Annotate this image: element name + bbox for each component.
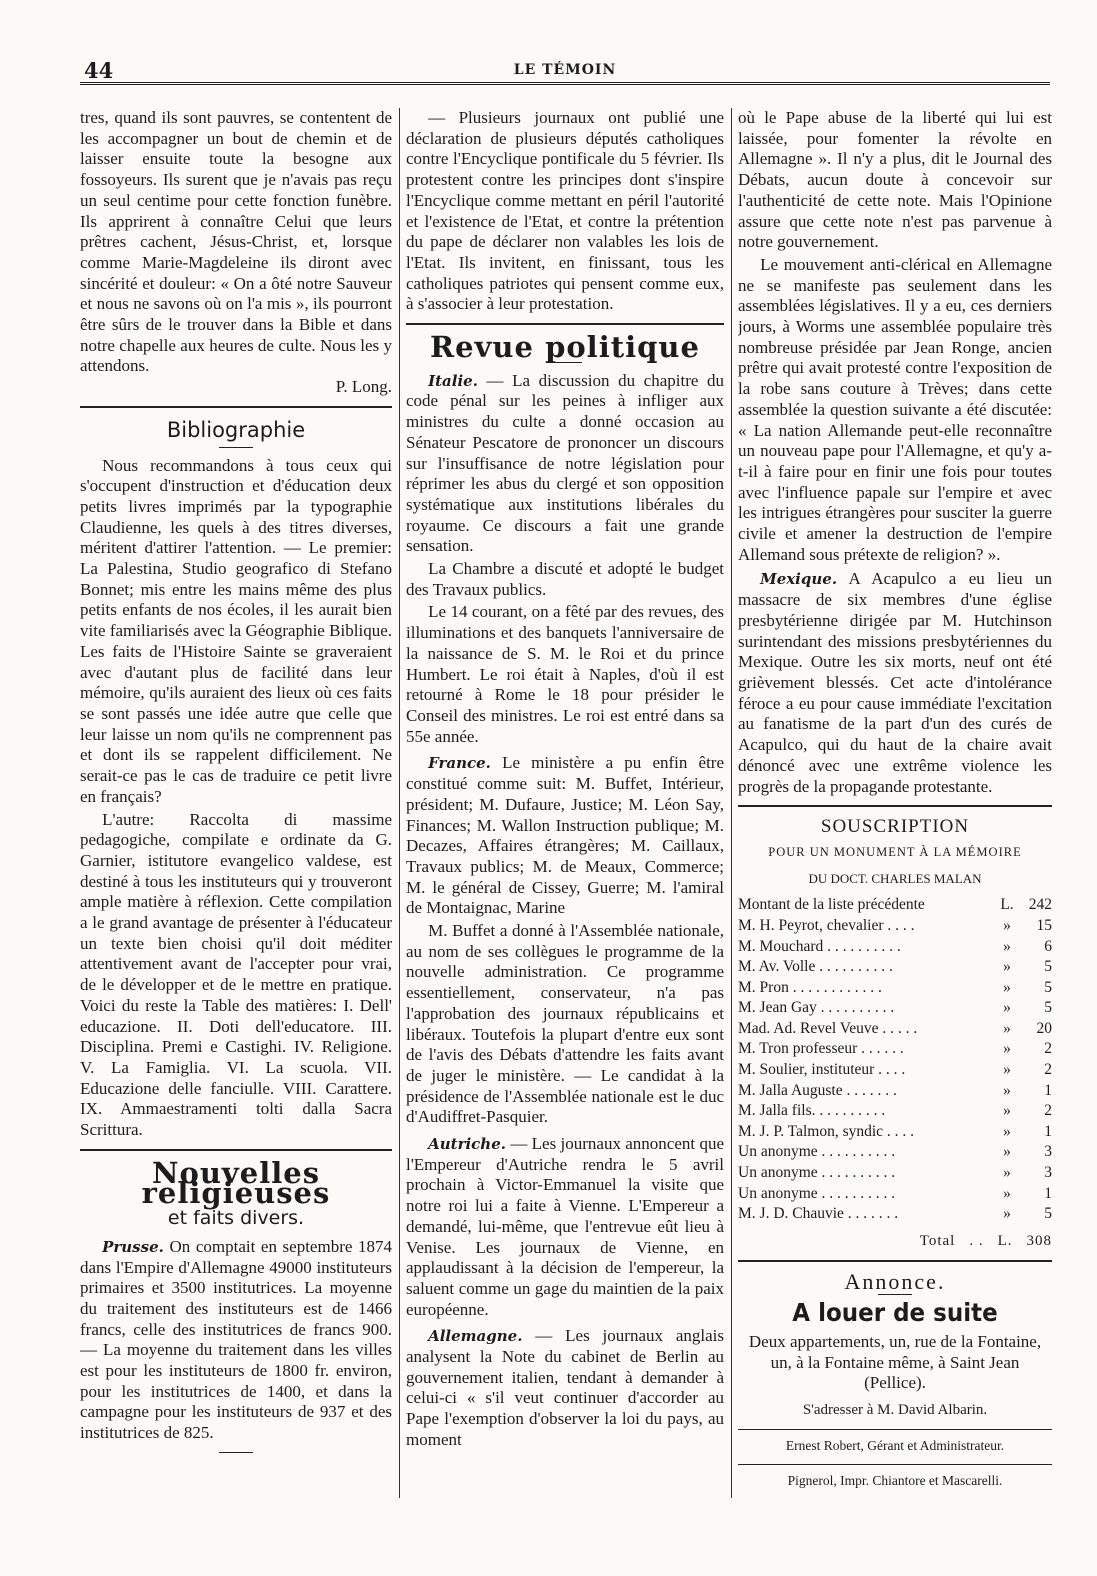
amount: 1 (1044, 1122, 1052, 1140)
currency-mark: » (1003, 1143, 1011, 1161)
amount: 1 (1044, 1081, 1052, 1099)
column-1 (80, 108, 392, 1508)
article-continuation: où le Pape abuse de la liberté qui lui est laissée, pour fomenter la révolte en Allemagne ». Il n'y a plus, dit le Journal des Débats, aucun doute à concevoir sur l'authenticité de cette note. Mais l'Opinione assure que cette note n'est pas parvenue à notre gouvernement. (738, 108, 1052, 252)
currency-mark: » (1003, 978, 1011, 996)
currency-mark: » (1003, 1122, 1011, 1140)
france-paragraph: M. Buffet a donné à l'Assemblée nationale, au nom de ses collègues le programme de la nouvelle administration. Ce programme essentiellement, conservateur, n'a pas l'approbation des journaux républicains et libéraux. Toutefois la plupart d'entre eux sont de l'avis des Débats d'attendre les faits avant de juger le ministère. — Le candidat à la présidence de l'Assemblée nationale est le duc d'Audiffret-Pasquier. (406, 921, 724, 1127)
autriche-lead: Autriche. (428, 1135, 506, 1154)
amount: 2 (1044, 1102, 1052, 1120)
subscription-row (738, 1184, 1052, 1205)
allemagne-lead: Allemagne. (428, 1327, 523, 1346)
currency-mark: » (1003, 1081, 1011, 1099)
amount: 15 (1036, 916, 1052, 934)
italie-lead: Italie. (428, 371, 478, 390)
total-amount: 308 (1026, 1232, 1052, 1249)
subscription-row (738, 1142, 1052, 1163)
currency-mark: L. (1000, 896, 1014, 914)
bibliographie-paragraph: Nous recommandons à tous ceux qui s'occupent d'instruction et d'éducation deux petits livres imprimés par la typographie Claudienne, les quels à des titres diverses, méritent d'attirer l'attention. — Le premier: La Palestina, Studio geografico di Stefano Bonnet; mis entre les mains même des plus petits enfants de nos écoles, il les aurait bien vite familiarisés avec la Géographie Biblique. Les faits de l'Histoire Sainte se graveraient avec d'autant plus de facilité dans leur mémoire, qu'ils auraient des lieux où ces faits se sont passés une idée autre que celle que leur laisse un nom qu'ils ne comprennent pas et dont ils se rappelent difficilement. Ne serait-ce pas le cas de traduire ce petit livre en français? (80, 455, 392, 806)
subscription-row (738, 916, 1052, 937)
bibliographie-heading: Bibliographie (166, 417, 306, 442)
currency-mark: » (1003, 916, 1011, 934)
subscription-row (738, 895, 1052, 916)
amount: 6 (1044, 937, 1052, 955)
section-divider (80, 1149, 392, 1151)
amount: 5 (1044, 978, 1052, 996)
amount: 5 (1044, 958, 1052, 976)
amount: 1 (1044, 1184, 1052, 1202)
subscription-row (738, 1019, 1052, 1040)
subscription-row (738, 1039, 1052, 1060)
total-dots: . . (969, 1232, 984, 1249)
masthead: LE TÉMOIN (513, 62, 617, 78)
souscription-subheading: POUR UN MONUMENT À LA MÉMOIRE (768, 844, 1022, 859)
footer-imprimeur: Pignerol, Impr. Chiantore et Mascarelli. (787, 1473, 1003, 1489)
subscriber-name: M. Tron professeur . . . . . . (738, 1040, 904, 1058)
nouvelles-subheading: et faits divers. (167, 1207, 305, 1230)
subscription-row (738, 1122, 1052, 1143)
declaration-paragraph: — Plusieurs journaux ont publié une déclaration de plusieurs députés catholiques contre l'Encyclique pontificale du 5 février. Ils protestent contre les principes dont s'inspire l'Encyclique comme mettant en péril l'autorité et l'existence de l'Etat, et contre la prétention du pape de déclarer non valables les lois de l'Etat. Ils invitent, en finissant, tous les catholiques patriotes qui pensent comme eux, à s'associer à leur protestation. (406, 108, 724, 314)
currency-mark: » (1003, 1040, 1011, 1058)
column-divider (399, 108, 400, 1498)
annonce-text: Deux appartements, un, rue de la Fontaine, un, à la Fontaine même, à Saint Jean (Pellice). (748, 1331, 1042, 1393)
currency-mark: » (1003, 1019, 1011, 1037)
subscription-row (738, 957, 1052, 978)
annonce-heading: Annonce. (844, 1268, 946, 1294)
subscriber-name: Un anonyme . . . . . . . . . . (738, 1143, 896, 1161)
column-3 (738, 108, 1052, 1508)
subscriber-name: M. J. D. Chauvie . . . . . . . (738, 1205, 899, 1223)
mexique-text: A Acapulco a eu lieu un massacre de six membres d'une église presbytérienne dirigée par M. Hutchinson surintendant des missions presbytériennes du Mexique. Outre les six morts, neuf ont été grièvement blessés. Cet acte d'intolérance féroce a eu pour cause immédiate l'excitation au fanatisme de la part d'un des curés de Acapulco, qui du haut de la chaire avait dénoncé avec une extrême violence les progrès de la propagande protestante. (738, 569, 1052, 796)
subscriber-name: M. Pron . . . . . . . . . . . . (738, 978, 882, 996)
subscription-row (738, 978, 1052, 999)
currency-mark: » (1003, 1205, 1011, 1223)
subscriber-name: Montant de la liste précédente (738, 896, 925, 914)
subscription-row (738, 1101, 1052, 1122)
a-louer-heading: A louer de suite (792, 1298, 998, 1328)
amount: 3 (1044, 1143, 1052, 1161)
page-header (80, 58, 1050, 85)
currency-mark: » (1003, 1102, 1011, 1120)
amount: 5 (1044, 1205, 1052, 1223)
prusse-lead: Prusse. (102, 1237, 164, 1256)
subscription-list (738, 895, 1052, 1225)
revue-politique-heading: Revue politique (430, 330, 700, 365)
title-dash (878, 1294, 912, 1295)
mexique-lead: Mexique. (760, 570, 838, 589)
signature: P. Long. (335, 377, 392, 397)
bibliographie-paragraph: L'autre: Raccolta di massime pedagogiche, compilate e ordinate da G. Garnier, istitutore evangelico valdese, est destiné à tous les instituteurs qui y trouveront ample matière à réflexion. Cette compilation a le grand avantage de présenter à l'éducateur un texte bien choisi qu'il doit méditer attentivement avant de l'accepter pour vrai, de le développer et de le mettre en pratique. Voici du reste la Table des matières: I. Dell' educazione. II. Doti dell'educatore. III. Disciplina. Premi e Castighi. IV. Religione. V. La Famiglia. VI. La scuola. VII. Educazione delle fanciulle. VIII. Carattere. IX. Ammaestramenti tolti dalla Sacra Scrittura. (80, 809, 392, 1140)
section-divider (738, 1260, 1052, 1262)
amount: 242 (1028, 896, 1052, 914)
subscriber-name: M. Av. Volle . . . . . . . . . . (738, 958, 893, 976)
subscriber-name: Un anonyme . . . . . . . . . . (738, 1164, 896, 1182)
souscription-subheading: DU DOCT. CHARLES MALAN (808, 870, 982, 886)
footer-divider (738, 1429, 1052, 1430)
currency-mark: » (1003, 1184, 1011, 1202)
subscription-row (738, 1204, 1052, 1225)
italie-paragraph: La Chambre a discuté et adopté le budget des Travaux publics. (406, 559, 724, 599)
subscription-row (738, 1060, 1052, 1081)
total-row (738, 1231, 1052, 1252)
allemagne-text: — Les journaux anglais analysent la Note du cabinet de Berlin au gouvernement italien, tendant à demander à celui-ci « s'il veut continuer d'accorder au Pape l'exemption d'observer la loi du pays, au moment (406, 1326, 724, 1449)
currency-mark: » (1003, 958, 1011, 976)
column-divider (731, 108, 732, 1498)
subscriber-name: Mad. Ad. Revel Veuve . . . . . (738, 1019, 918, 1037)
subscriber-name: M. J. P. Talmon, syndic . . . . (738, 1122, 915, 1140)
italie-text: — La discussion du chapitre du code pénal sur les peines à infliger aux ministres du culte a donné occasion au Sénateur Pescatore de prononcer un discours sur l'insuffisance de notre législation pour réprimer les abus du clergé et son opposition systématique aux institutions libérales du royaume. Ce discours a fait une grande sensation. (406, 370, 724, 556)
subscription-row (738, 937, 1052, 958)
title-dash (219, 447, 253, 448)
currency-mark: » (1003, 1061, 1011, 1079)
subscriber-name: M. Jalla fils. . . . . . . . . . (738, 1102, 886, 1120)
currency-mark: » (1003, 999, 1011, 1017)
subscription-row (738, 1081, 1052, 1102)
subscriber-name: M. Jean Gay . . . . . . . . . . (738, 999, 895, 1017)
annonce-address: S'adresser à M. David Albarin. (802, 1402, 988, 1419)
column-2 (406, 108, 724, 1508)
subscriber-name: M. Soulier, instituteur . . . . (738, 1061, 906, 1079)
section-divider (738, 805, 1052, 807)
footer-divider (738, 1464, 1052, 1465)
allemagne-paragraph: Le mouvement anti-clérical en Allemagne ne se manifeste pas seulement dans les assemblées législatives. Il y a eu, ces derniers jours, à Worms une assemblée populaire très nombreuse présidée par Jean Ronge, ancien prêtre qui avait protesté contre l'exposition de la robe sans couture à Trèves; dans cette assemblée la question suivante a été discutée: « La nation Allemande peut-elle reconnaître un nouveau pape pour l'Allemagne, et qu'y a-t-il à faire pour en finir une fois pour toutes avec l'influence papale sur l'empire et avec les intrigues étrangères pour susciter la guerre civile et amener la destruction de l'empire Allemand sous prétexte de religion? ». (738, 254, 1052, 564)
amount: 20 (1036, 1019, 1052, 1037)
section-divider (80, 406, 392, 408)
total-label: Total (919, 1232, 956, 1249)
amount: 2 (1044, 1040, 1052, 1058)
subscription-row (738, 998, 1052, 1019)
subscriber-name: M. Jalla Auguste . . . . . . . (738, 1081, 897, 1099)
footer-gerant: Ernest Robert, Gérant et Administrateur. (785, 1437, 1005, 1453)
subscriber-name: M. H. Peyrot, chevalier . . . . (738, 916, 915, 934)
end-dash (219, 1452, 253, 1453)
article-continuation: tres, quand ils sont pauvres, se contentent de les accompagner un bout de chemin et de laisser ensuite toute la besogne aux fossoyeurs. Ils surent que je n'avais pas reçu un seul centime pour cette fonction funèbre. Ils apprirent à connaître Celui que leurs prêtres cachent, Jésus-Christ, et, lorsque comme Marie-Magdeleine ils diront avec sincérité et douleur: « On a ôté notre Sauveur et nous ne savons où on l'a mis », ils pourront être sûrs de le trouver dans la Bible et dans notre chapelle aux heures de culte. Nous les y attendons. (80, 108, 392, 376)
currency-mark: » (1003, 1164, 1011, 1182)
prusse-text: On comptait en septembre 1874 dans l'Empire d'Allemagne 49000 instituteurs primaires et 3500 institutrices. La moyenne du traitement des instituteurs est de 1466 francs, celle des institutrices de francs 900. — La moyenne du traitement dans les villes est pour les instituteurs de 1800 fr. environ, pour les institutrices de 1400, et dans la campagne pour les instituteurs de 937 et des institutrices de 825. (80, 1236, 392, 1443)
nouvelles-heading: Nouvelles religieuses (141, 1155, 331, 1211)
total-currency: L. (997, 1232, 1013, 1249)
subscription-row (738, 1163, 1052, 1184)
france-lead: France. (428, 754, 491, 773)
france-text: Le ministère a pu enfin être constitué comme suit: M. Buffet, Intérieur, président; M. Dufaure, Justice; M. Léon Say, Finances; M. Wallon Instruction publique; M. Decazes, Affaires étrangères; M. Caillaux, Travaux publics; M. de Meaux, Commerce; M. le général de Cissey, Guerre; M. l'amiral de Montaignac, Marine (406, 753, 724, 918)
autriche-text: — Les journaux annoncent que l'Empereur d'Autriche rendra le 5 avril prochain à Victor-Emmanuel la visite que notre roi lui a faite à Vienne. L'Empereur a demandé, lui-même, que l'entrevue eût lieu à Venise. Les journaux de Vienne, en applaudissant à la décision de l'empereur, la saluent comme un gage du maintien de la paix européenne. (406, 1134, 724, 1319)
subscriber-name: Un anonyme . . . . . . . . . . (738, 1184, 896, 1202)
currency-mark: » (1003, 937, 1011, 955)
amount: 3 (1044, 1164, 1052, 1182)
souscription-heading: SOUSCRIPTION (820, 816, 970, 838)
amount: 2 (1044, 1061, 1052, 1079)
page-number: 44 (84, 58, 114, 83)
amount: 5 (1044, 999, 1052, 1017)
subscriber-name: M. Mouchard . . . . . . . . . . (738, 937, 901, 955)
section-divider (406, 323, 724, 325)
italie-paragraph: Le 14 courant, on a fêté par des revues, des illuminations et des banquets l'anniversaire de la naissance de S. M. le Roi et du prince Humbert. Le roi était à Naples, d'où il est retourné à Rome le 18 pour présider le Conseil des ministres. Le roi est entré dans sa 55e année. (406, 602, 724, 746)
